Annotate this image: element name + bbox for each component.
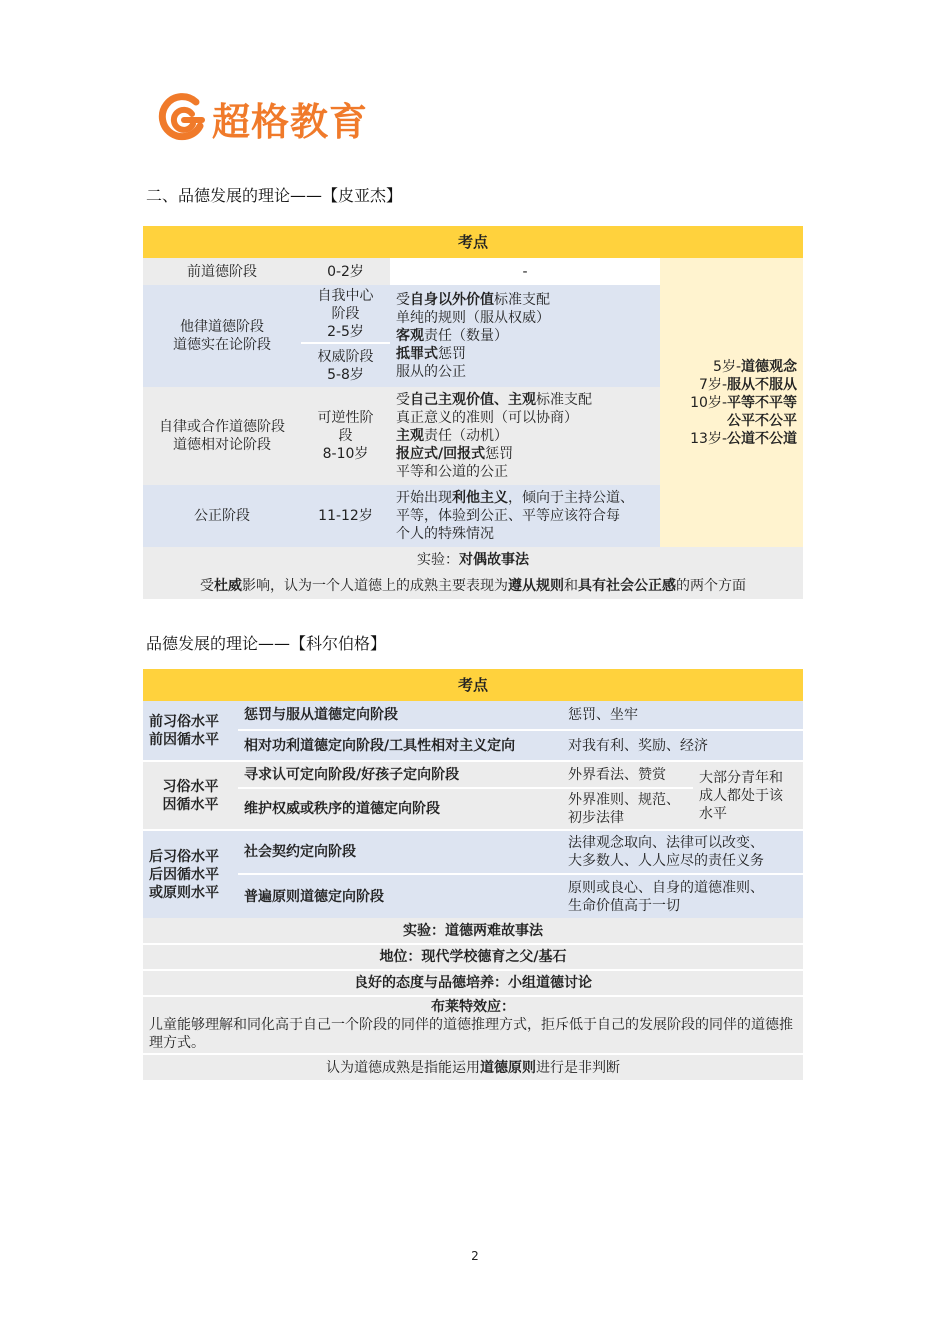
experiment-row: 实验：道德两难故事法 <box>143 918 803 944</box>
stage-name: 社会契约定向阶段 <box>238 830 562 874</box>
brand-name: 超格教育 <box>212 99 369 144</box>
kohlberg-table <box>143 669 803 1080</box>
stage-name: 他律道德阶段 道德实在论阶段 <box>143 285 301 387</box>
piaget-table <box>143 226 803 599</box>
majority-note: 大部分青年和 成人都处于该 水平 <box>693 761 803 830</box>
brand-g-icon <box>156 92 208 144</box>
level-name: 后习俗水平 后因循水平 或原则水平 <box>143 830 238 918</box>
stage-desc: 对我有利、奖励、经济 <box>562 730 803 761</box>
stage-desc: 法律观念取向、法律可以改变、 大多数人、人人应尽的责任义务 <box>562 830 803 874</box>
stage-desc: 受自身以外价值标准支配 单纯的规则（服从权威） 客观责任（数量） 抵罪式惩罚 服从的公正 <box>390 285 660 387</box>
page-number: 2 <box>471 1249 479 1263</box>
level-name: 前习俗水平 前因循水平 <box>143 701 238 761</box>
stage-name: 惩罚与服从道德定向阶段 <box>238 701 562 730</box>
stage-age: 0-2岁 <box>301 258 390 285</box>
status-row: 地位：现代学校德育之父/基石 <box>143 944 803 970</box>
stage-name: 公正阶段 <box>143 485 301 547</box>
stage-name: 维护权威或秩序的道德定向阶段 <box>238 788 562 830</box>
brand-logo <box>156 92 368 144</box>
stage-name: 寻求认可定向阶段/好孩子定向阶段 <box>238 761 562 788</box>
stage-age: 11-12岁 <box>301 485 390 547</box>
table-header: 考点 <box>143 226 803 258</box>
attitude-row: 良好的态度与品德培养：小组道德讨论 <box>143 970 803 996</box>
level-name: 习俗水平 因循水平 <box>143 761 238 830</box>
stage-desc: - <box>390 258 660 285</box>
blatt-effect-row: 布莱特效应： 儿童能够理解和同化高于自己一个阶段的同伴的道德推理方式，拒斥低于自己的发展阶段的同伴的道德推理方式。 <box>143 996 803 1054</box>
stage-name: 前道德阶段 <box>143 258 301 285</box>
table-header: 考点 <box>143 669 803 701</box>
experiment-row: 实验：对偶故事法 <box>143 547 803 573</box>
stage-name: 普遍原则道德定向阶段 <box>238 874 562 918</box>
dewey-note-row: 受杜威影响，认为一个人道德上的成熟主要表现为遵从规则和具有社会公正感的两个方面 <box>143 573 803 599</box>
stage-desc: 原则或良心、自身的道德准则、 生命价值高于一切 <box>562 874 803 918</box>
stage-desc: 受自己主观价值、主观标准支配 真正意义的准则（可以协商） 主观责任（动机） 报应式/回报式惩罚 平等和公道的公正 <box>390 387 660 485</box>
stage-name: 相对功利道德定向阶段/工具性相对主义定向 <box>238 730 562 761</box>
section2-heading: 品德发展的理论——【科尔伯格】 <box>146 634 387 653</box>
maturity-row: 认为道德成熟是指能运用道德原则进行是非判断 <box>143 1054 803 1080</box>
stage-desc: 外界看法、赞赏 <box>562 761 693 788</box>
stage-desc: 开始出现利他主义，倾向于主持公道、 平等，体验到公正、平等应该符合每 个人的特殊情况 <box>390 485 660 547</box>
stage-desc: 外界准则、规范、 初步法律 <box>562 788 693 830</box>
stage-age: 自我中心 阶段 2-5岁 <box>301 285 390 343</box>
stage-age: 可逆性阶 段 8-10岁 <box>301 387 390 485</box>
stage-name: 自律或合作道德阶段 道德相对论阶段 <box>143 387 301 485</box>
piaget-side-summary: 5岁-道德观念 7岁-服从不服从 10岁-平等不平等 公平不公平 13岁-公道不公道 <box>660 258 803 547</box>
stage-desc: 惩罚、坐牢 <box>562 701 803 730</box>
section1-heading: 二、品德发展的理论——【皮亚杰】 <box>146 186 403 205</box>
stage-age: 权威阶段 5-8岁 <box>301 343 390 387</box>
